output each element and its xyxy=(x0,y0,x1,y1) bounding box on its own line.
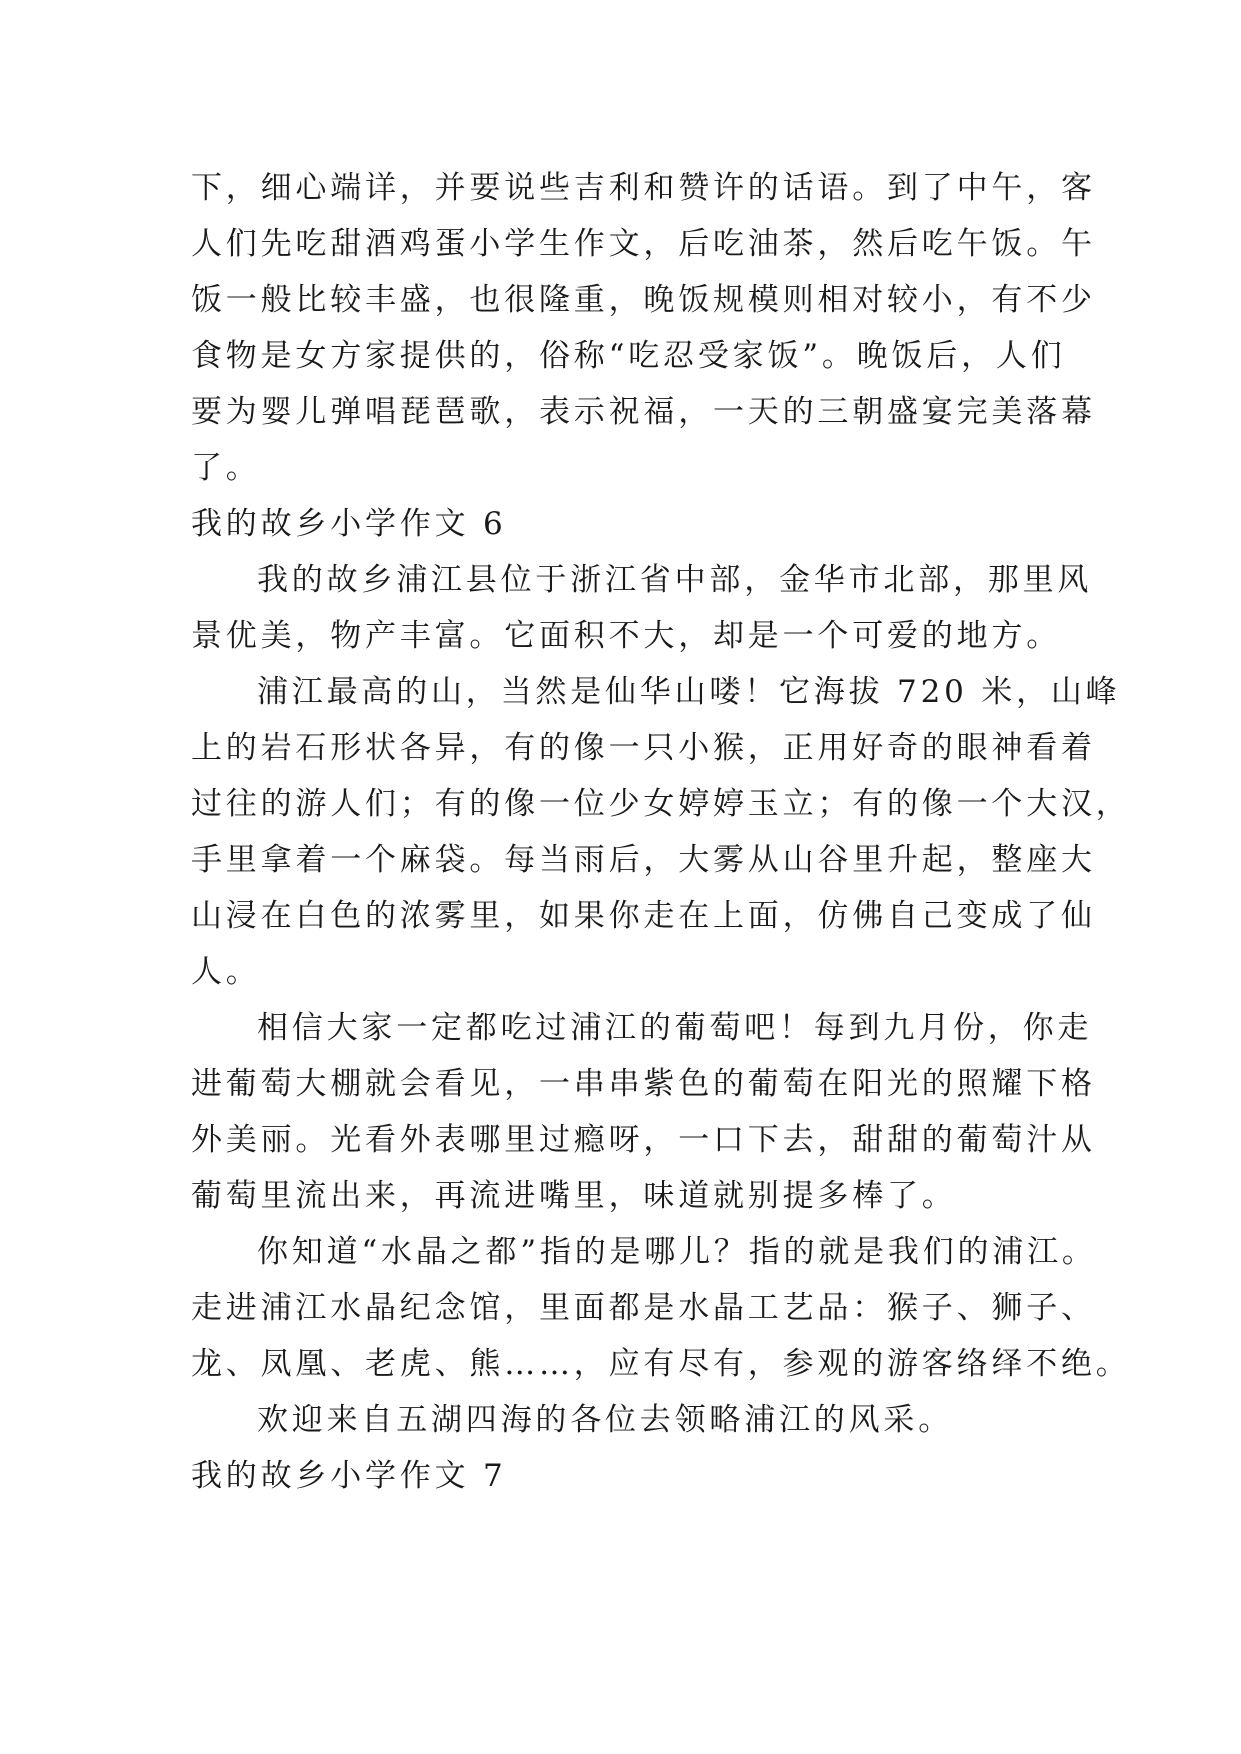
text-line: 景优美，物产丰富。它面积不大，却是一个可爱的地方。 xyxy=(191,618,1061,654)
text-line: 下，细心端详，并要说些吉利和赞许的话语。到了中午，客 xyxy=(191,170,1096,206)
text-line: 手里拿着一个麻袋。每当雨后，大雾从山谷里升起，整座大 xyxy=(191,842,1096,878)
paragraph-first-line: 你知道“水晶之都”指的是哪儿？指的就是我们的浦江。 xyxy=(257,1234,1097,1270)
paragraph-first-line: 我的故乡浦江县位于浙江省中部，金华市北部，那里风 xyxy=(257,562,1093,598)
text-line: 山浸在白色的浓雾里，如果你走在上面，仿佛自己变成了仙 xyxy=(191,898,1096,934)
text-line: 外美丽。光看外表哪里过瘾呀，一口下去，甜甜的葡萄汁从 xyxy=(191,1122,1096,1158)
text-line: 龙、凤凰、老虎、熊……，应有尽有，参观的游客络绎不绝。 xyxy=(191,1346,1131,1382)
text-line: 过往的游人们；有的像一位少女婷婷玉立；有的像一个大汉， xyxy=(191,786,1131,822)
text-line: 人。 xyxy=(191,954,261,990)
paragraph-first-line: 相信大家一定都吃过浦江的葡萄吧！每到九月份，你走 xyxy=(257,1010,1093,1046)
text-line: 葡萄里流出来，再流进嘴里，味道就别提多棒了。 xyxy=(191,1178,957,1214)
section-heading: 我的故乡小学作文 7 xyxy=(191,1458,507,1494)
text-line: 人们先吃甜酒鸡蛋小学生作文，后吃油茶，然后吃午饭。午 xyxy=(191,226,1096,262)
text-line: 食物是女方家提供的，俗称“吃忍受家饭”。晚饭后，人们 xyxy=(191,338,1066,374)
text-line: 要为婴儿弹唱琵琶歌，表示祝福，一天的三朝盛宴完美落幕 xyxy=(191,394,1096,430)
section-heading: 我的故乡小学作文 6 xyxy=(191,506,507,542)
text-line: 饭一般比较丰盛，也很隆重，晚饭规模则相对较小，有不少 xyxy=(191,282,1096,318)
paragraph-first-line: 浦江最高的山，当然是仙华山喽！它海拔 720 米，山峰 xyxy=(257,674,1121,710)
text-line: 上的岩石形状各异，有的像一只小猴，正用好奇的眼神看着 xyxy=(191,730,1096,766)
text-line: 走进浦江水晶纪念馆，里面都是水晶工艺品：猴子、狮子、 xyxy=(191,1290,1096,1326)
text-line: 进葡萄大棚就会看见，一串串紫色的葡萄在阳光的照耀下格 xyxy=(191,1066,1096,1102)
text-line: 了。 xyxy=(191,450,261,486)
paragraph-first-line: 欢迎来自五湖四海的各位去领略浦江的风采。 xyxy=(257,1402,953,1438)
